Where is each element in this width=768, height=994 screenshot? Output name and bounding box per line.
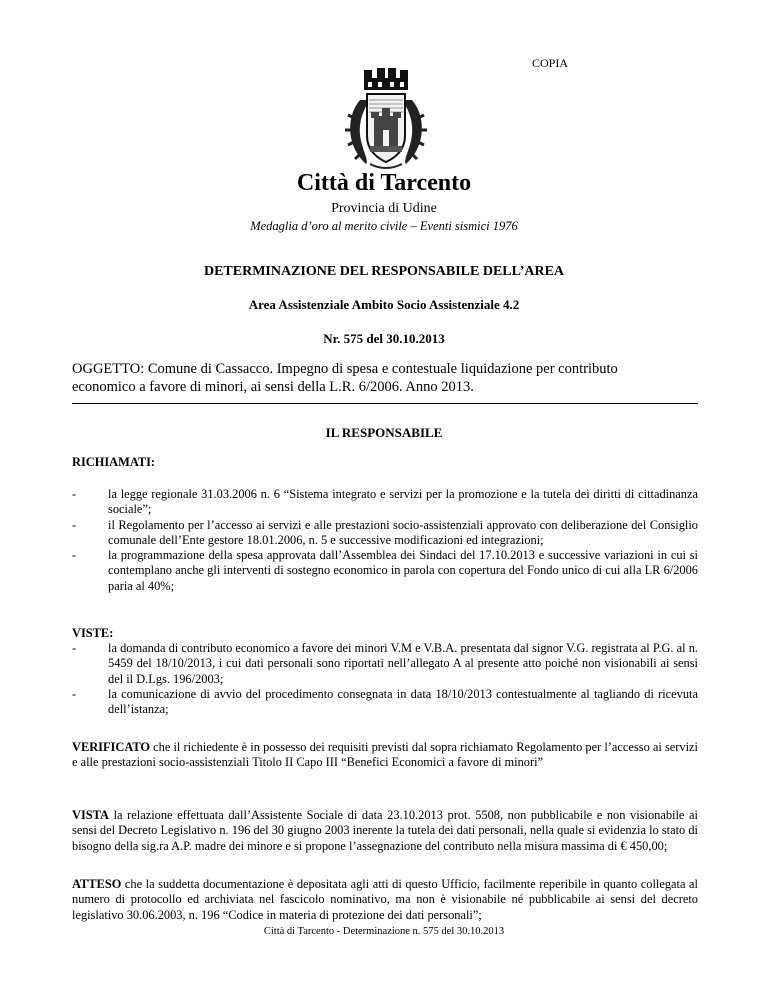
city-name: Città di Tarcento <box>296 170 472 196</box>
list-item: - la legge regionale 31.03.2006 n. 6 “Sistema integrato e servizi per la promozione e la tutela dei diritti di cittadinanza sociale”; <box>72 487 698 517</box>
medal-subtitle: Medaglia d’oro al merito civile – Eventi sismici 1976 <box>250 219 518 233</box>
richiamati-list <box>72 487 698 594</box>
page-footer: Città di Tarcento - Determinazione n. 575 del 30.10.2013 <box>263 926 505 937</box>
subject <box>72 360 700 396</box>
determination-title: DETERMINAZIONE DEL RESPONSABILE DELL’AREA <box>203 264 565 279</box>
responsible-heading: IL RESPONSABILE <box>325 425 443 440</box>
coat-of-arms-icon <box>340 66 432 174</box>
richiamati-heading: RICHIAMATI: <box>72 455 156 469</box>
determination-number: Nr. 575 del 30.10.2013 <box>323 331 445 346</box>
copy-label: COPIA <box>532 56 569 70</box>
province-name: Provincia di Udine <box>331 201 437 216</box>
list-item: - la programmazione della spesa approvata dall’Assemblea dei Sindaci del 17.10.2013 e successive variazioni in cui si contemplano anche gli interventi di sostegno economico in parola con copertura del Fondo unico di cui alla LR 6/2006 paria al 40%; <box>72 548 698 593</box>
list-item: - il Regolamento per l’accesso ai servizi e alle prestazioni socio-assistenziali approvato con deliberazione del Consiglio comunale dell’Ente gestore 18.01.2006, n. 5 e successive modificazioni ed integrazioni; <box>72 517 698 547</box>
verificato-paragraph: VERIFICATO che il richiedente è in possesso dei requisiti previsti dal sopra richiamato Regolamento per l’accesso ai servizi e alle prestazioni socio-assistenziali Titolo II Capo III “Benefici Economici a favore di minori” <box>72 740 698 770</box>
subject-line-1: OGGETTO: Comune di Cassacco. Impegno di spesa e contestuale liquidazione per contributo <box>72 361 618 377</box>
divider <box>72 403 698 404</box>
list-item: - la comunicazione di avvio del procedimento consegnata in data 18/10/2013 contestualmente al tagliando di ricevuta dell’istanza; <box>72 686 698 717</box>
vista-paragraph: VISTA la relazione effettuata dall’Assistente Sociale di data 23.10.2013 prot. 5508, non pubblicabile e non visionabile ai sensi del Decreto Legislativo n. 196 del 30 giugno 2003 inerente la tutela dei dati personali, nella quale si evidenzia lo stato di bisogno della sig.ra A.P. madre dei minore e si propone l’assegnazione del contributo nella misura massima di € 450,00; <box>72 808 698 853</box>
area-name: Area Assistenziale Ambito Socio Assistenziale 4.2 <box>248 297 520 312</box>
atteso-paragraph: ATTESO che la suddetta documentazione è depositata agli atti di questo Ufficio, facilmente reperibile in quanto collegata al numero di protocollo ed archiviata nel fascicolo nominativo, ma non è visionabile né pubblicabile ai sensi del decreto legislativo 30.06.2003, n. 196 “Codice in materia di protezione dei dati personali”; <box>72 877 698 922</box>
viste-list <box>72 641 698 717</box>
viste-heading: VISTE: <box>72 626 114 640</box>
list-item: - la domanda di contributo economico a favore dei minori V.M e V.B.A. presentata dal signor V.G. registrata al P.G. al n. 5459 del 18/10/2013, i cui dati personali sono riportati nell’allegato A al presente atto poiché non visionabili ai sensi del il D.Lgs. 196/2003; <box>72 641 698 686</box>
subject-line-2: economico a favore di minori, ai sensi della L.R. 6/2006. Anno 2013. <box>72 379 474 395</box>
